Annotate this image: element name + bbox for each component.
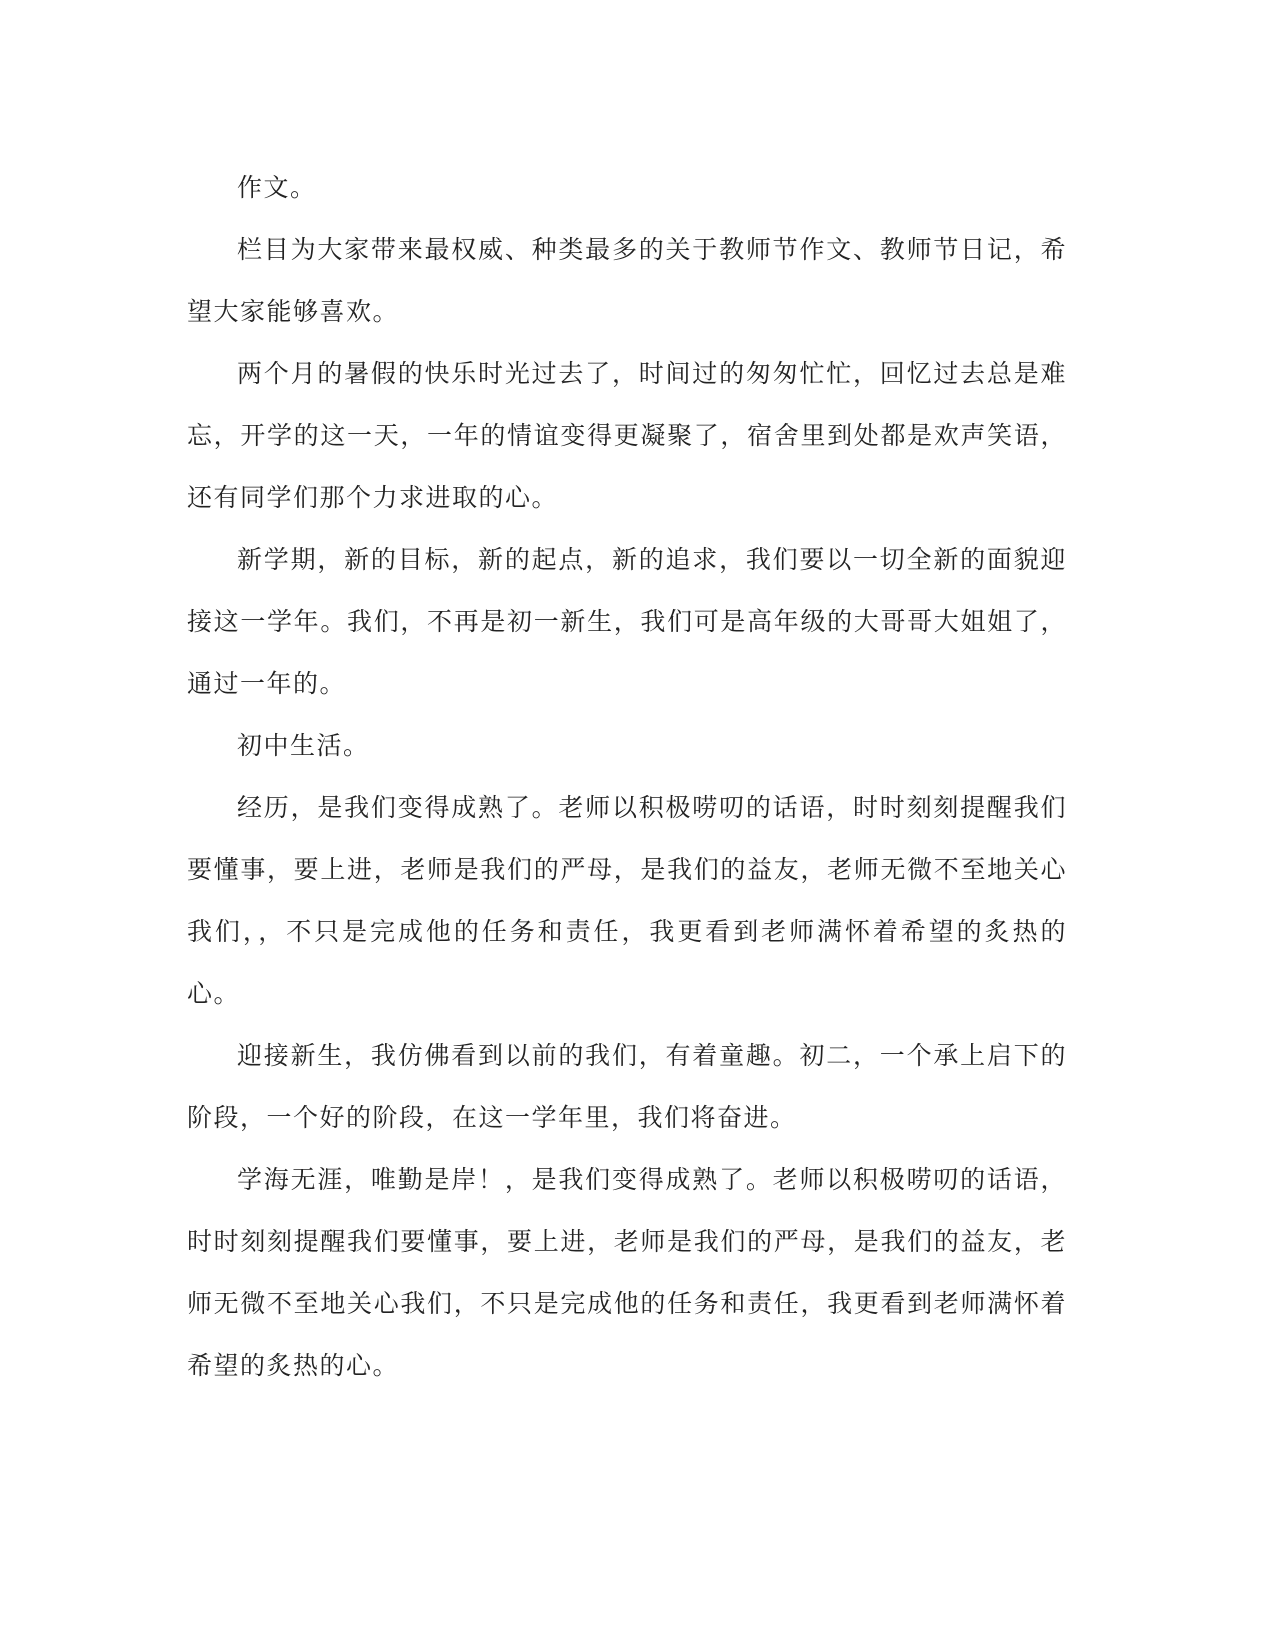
paragraph: 栏目为大家带来最权威、种类最多的关于教师节作文、教师节日记，希望大家能够喜欢。 (187, 235, 1067, 326)
paragraph: 初中生活。 (237, 731, 370, 760)
paragraph: 两个月的暑假的快乐时光过去了，时间过的匆匆忙忙，回忆过去总是难忘，开学的这一天，一年的情谊变得更凝聚了，宿舍里到处都是欢声笑语，还有同学们那个力求进取的心。 (187, 359, 1067, 512)
paragraph: 学海无涯，唯勤是岸！，是我们变得成熟了。老师以积极唠叨的话语，时时刻刻提醒我们要懂事，要上进，老师是我们的严母，是我们的益友，老师无微不至地关心我们，不只是完成他的任务和责任，我更看到老师满怀着希望的炙热的心。 (187, 1165, 1067, 1380)
document-body (187, 157, 1067, 1397)
paragraph: 迎接新生，我仿佛看到以前的我们，有着童趣。初二，一个承上启下的阶段，一个好的阶段，在这一学年里，我们将奋进。 (187, 1041, 1067, 1132)
paragraph: 作文。 (237, 173, 317, 202)
paragraph: 新学期，新的目标，新的起点，新的追求，我们要以一切全新的面貌迎接这一学年。我们，不再是初一新生，我们可是高年级的大哥哥大姐姐了，通过一年的。 (187, 545, 1067, 698)
paragraph: 经历，是我们变得成熟了。老师以积极唠叨的话语，时时刻刻提醒我们要懂事，要上进，老师是我们的严母，是我们的益友，老师无微不至地关心我们，，不只是完成他的任务和责任，我更看到老师满怀着希望的炙热的心。 (187, 793, 1067, 1008)
